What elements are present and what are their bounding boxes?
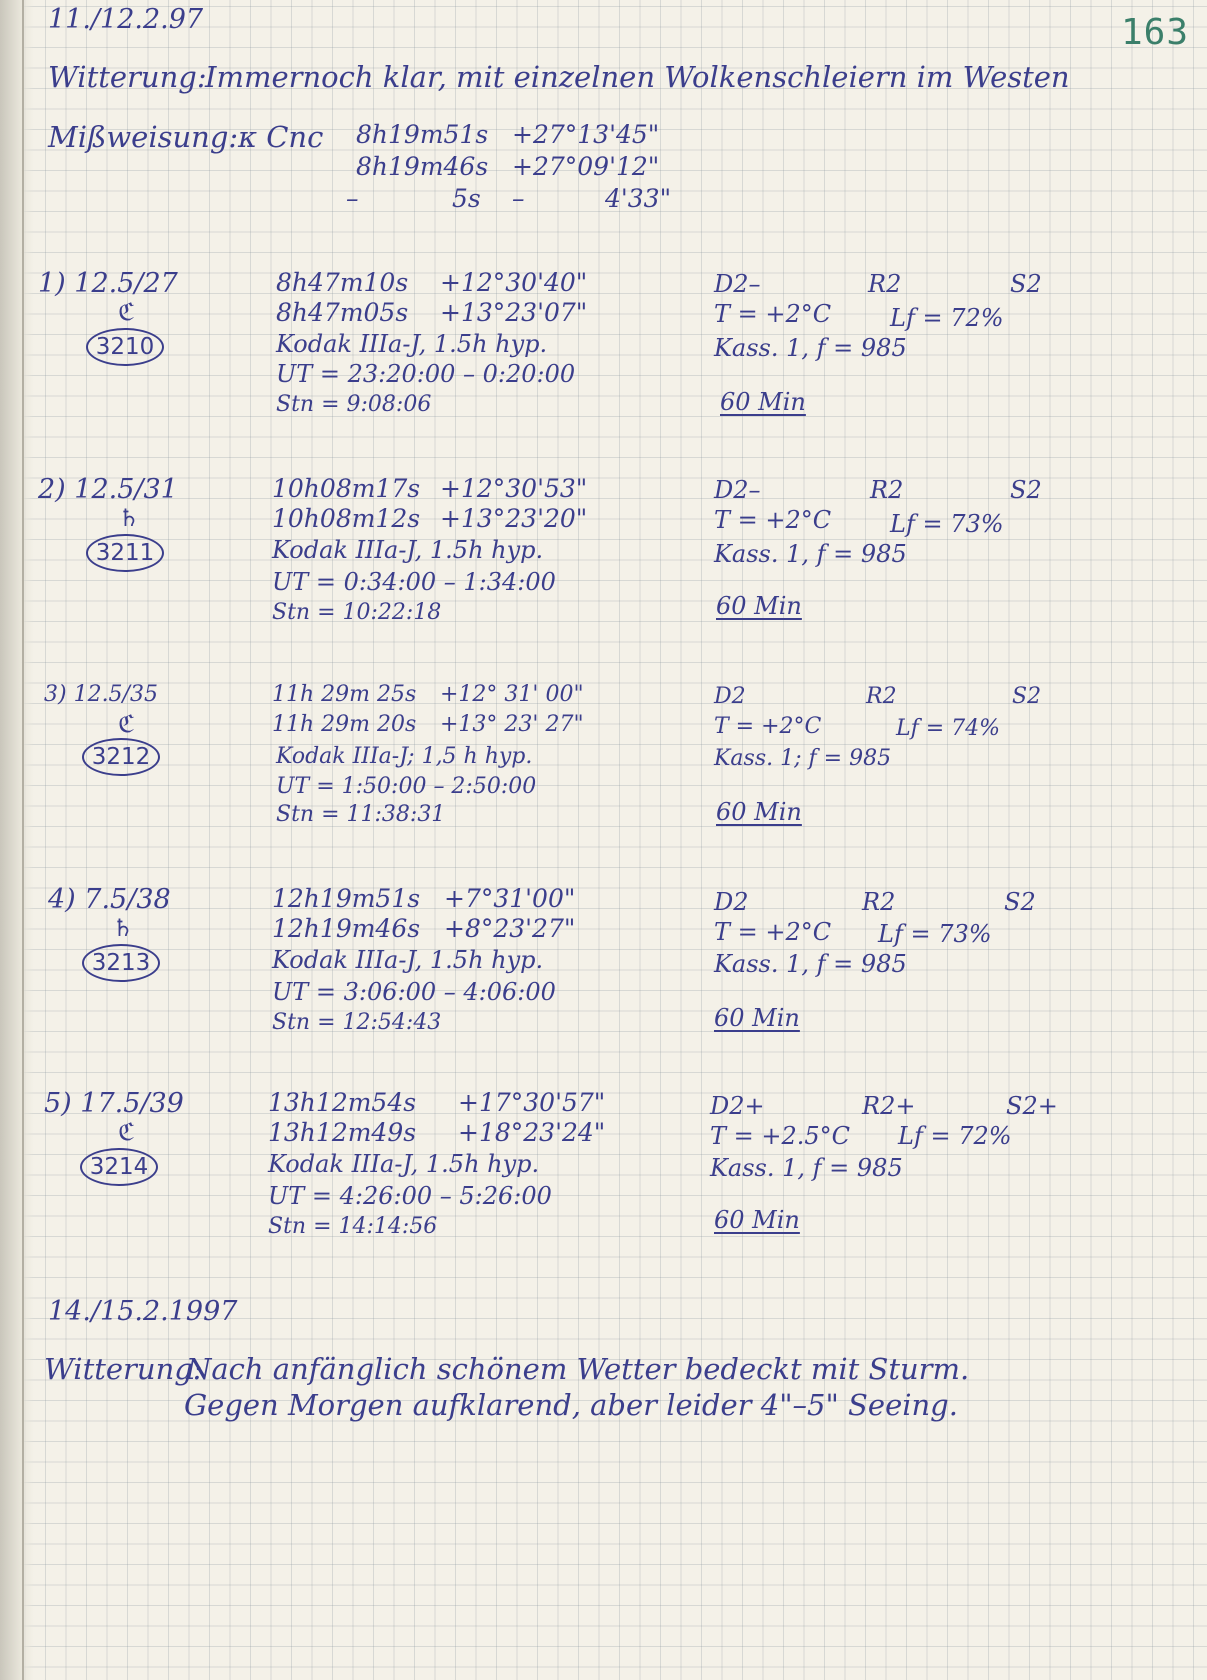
- plate-number: 3212: [82, 738, 160, 776]
- misalignment-star: κ Cnc: [238, 120, 324, 154]
- moon-symbol-icon: ℭ: [118, 1118, 135, 1146]
- misalignment-dec-diff: 4'33": [605, 184, 672, 213]
- dec-start: +17°30'57": [458, 1088, 606, 1117]
- weather-label-2: Witterung:: [44, 1352, 203, 1386]
- ra-start: 10h08m17s: [272, 474, 421, 503]
- temperature: T = +2°C: [714, 300, 832, 328]
- film-info: Kodak IIIa-J, 1.5h hyp.: [268, 1150, 540, 1178]
- observation-id: 4) 7.5/38: [48, 884, 171, 915]
- ra-end: 13h12m49s: [268, 1118, 417, 1147]
- dec-start: +12°30'53": [440, 474, 588, 503]
- plate-number: 3211: [86, 534, 164, 572]
- dec-start: +12°30'40": [440, 268, 588, 297]
- footer-date: 14./15.2.1997: [48, 1296, 238, 1327]
- weather-text-2-line-1: Nach anfänglich schönem Wetter bedeckt mit Sturm.: [186, 1352, 970, 1386]
- dec-end: +8°23'27": [444, 914, 576, 943]
- exposure-time: 60 Min: [716, 798, 802, 826]
- ra-start: 13h12m54s: [268, 1088, 417, 1117]
- misalignment-dec-sign: –: [512, 184, 525, 213]
- ra-end: 10h08m12s: [272, 504, 421, 533]
- s-rating: S2: [1004, 888, 1036, 916]
- plate-number: 3213: [82, 944, 160, 982]
- misalignment-ra-1: 8h19m51s: [356, 120, 489, 149]
- saturn-symbol-icon: ♄: [118, 504, 140, 532]
- weather-text-1: Immernoch klar, mit einzelnen Wolkenschleiern im Westen: [205, 60, 1070, 94]
- humidity: Lf = 72%: [898, 1122, 1012, 1150]
- dec-end: +13°23'20": [440, 504, 588, 533]
- ut-range: UT = 4:26:00 – 5:26:00: [268, 1182, 552, 1210]
- ra-end: 12h19m46s: [272, 914, 421, 943]
- d-rating: D2–: [714, 476, 761, 504]
- dec-end: +13°23'07": [440, 298, 588, 327]
- plate-number: 3210: [86, 328, 164, 366]
- binding-edge: [22, 0, 24, 1680]
- saturn-symbol-icon: ♄: [112, 914, 134, 942]
- d-rating: D2+: [710, 1092, 765, 1120]
- r-rating: R2+: [862, 1092, 916, 1120]
- ut-range: UT = 1:50:00 – 2:50:00: [276, 774, 537, 799]
- header-date: 11./12.2.97: [48, 4, 204, 35]
- plate-number: 3214: [80, 1148, 158, 1186]
- temperature: T = +2°C: [714, 918, 832, 946]
- humidity: Lf = 73%: [890, 510, 1004, 538]
- temperature: T = +2.5°C: [710, 1122, 851, 1150]
- weather-label-1: Witterung:: [48, 60, 207, 94]
- cassette-focus: Kass. 1, f = 985: [714, 334, 907, 362]
- ut-range: UT = 3:06:00 – 4:06:00: [272, 978, 556, 1006]
- misalignment-label: Mißweisung:: [48, 120, 239, 154]
- film-info: Kodak IIIa-J; 1,5 h hyp.: [276, 744, 533, 769]
- sidereal-time: Stn = 9:08:06: [276, 392, 432, 417]
- cassette-focus: Kass. 1; f = 985: [714, 746, 892, 771]
- notebook-binding: [0, 0, 34, 1680]
- film-info: Kodak IIIa-J, 1.5h hyp.: [272, 536, 544, 564]
- s-rating: S2: [1010, 476, 1042, 504]
- sidereal-time: Stn = 14:14:56: [268, 1214, 438, 1239]
- humidity: Lf = 72%: [890, 304, 1004, 332]
- d-rating: D2–: [714, 270, 761, 298]
- d-rating: D2: [714, 684, 746, 709]
- dec-start: +12° 31' 00": [440, 682, 584, 707]
- ut-range: UT = 23:20:00 – 0:20:00: [276, 360, 576, 388]
- ra-start: 11h 29m 25s: [272, 682, 417, 707]
- dec-end: +18°23'24": [458, 1118, 606, 1147]
- misalignment-dec-2: +27°09'12": [512, 152, 660, 181]
- exposure-time: 60 Min: [720, 388, 806, 416]
- ra-end: 8h47m05s: [276, 298, 409, 327]
- exposure-time: 60 Min: [716, 592, 802, 620]
- weather-text-2-line-2: Gegen Morgen aufklarend, aber leider 4"–5" Seeing.: [184, 1388, 958, 1422]
- film-info: Kodak IIIa-J, 1.5h hyp.: [276, 330, 548, 358]
- humidity: Lf = 73%: [878, 920, 992, 948]
- misalignment-ra-diff: 5s: [452, 184, 481, 213]
- sidereal-time: Stn = 11:38:31: [276, 802, 446, 827]
- s-rating: S2: [1012, 684, 1042, 709]
- sidereal-time: Stn = 10:22:18: [272, 600, 442, 625]
- film-info: Kodak IIIa-J, 1.5h hyp.: [272, 946, 544, 974]
- ut-range: UT = 0:34:00 – 1:34:00: [272, 568, 556, 596]
- r-rating: R2: [862, 888, 896, 916]
- r-rating: R2: [866, 684, 897, 709]
- dec-end: +13° 23' 27": [440, 712, 584, 737]
- observation-id: 2) 12.5/31: [38, 474, 178, 505]
- misalignment-ra-2: 8h19m46s: [356, 152, 489, 181]
- r-rating: R2: [868, 270, 902, 298]
- cassette-focus: Kass. 1, f = 985: [714, 540, 907, 568]
- cassette-focus: Kass. 1, f = 985: [710, 1154, 903, 1182]
- observation-id: 3) 12.5/35: [44, 682, 158, 707]
- moon-symbol-icon: ℭ: [118, 710, 135, 738]
- observation-id: 1) 12.5/27: [38, 268, 178, 299]
- exposure-time: 60 Min: [714, 1004, 800, 1032]
- observation-id: 5) 17.5/39: [44, 1088, 184, 1119]
- d-rating: D2: [714, 888, 749, 916]
- s-rating: S2: [1010, 270, 1042, 298]
- cassette-focus: Kass. 1, f = 985: [714, 950, 907, 978]
- ra-start: 12h19m51s: [272, 884, 421, 913]
- humidity: Lf = 74%: [896, 716, 1001, 741]
- temperature: T = +2°C: [714, 714, 822, 739]
- misalignment-ra-sign: –: [346, 184, 359, 213]
- s-rating: S2+: [1006, 1092, 1058, 1120]
- ra-start: 8h47m10s: [276, 268, 409, 297]
- page-number: 163: [1120, 12, 1189, 53]
- dec-start: +7°31'00": [444, 884, 576, 913]
- exposure-time: 60 Min: [714, 1206, 800, 1234]
- temperature: T = +2°C: [714, 506, 832, 534]
- r-rating: R2: [870, 476, 904, 504]
- ra-end: 11h 29m 20s: [272, 712, 417, 737]
- moon-symbol-icon: ℭ: [118, 298, 135, 326]
- misalignment-dec-1: +27°13'45": [512, 120, 660, 149]
- sidereal-time: Stn = 12:54:43: [272, 1010, 442, 1035]
